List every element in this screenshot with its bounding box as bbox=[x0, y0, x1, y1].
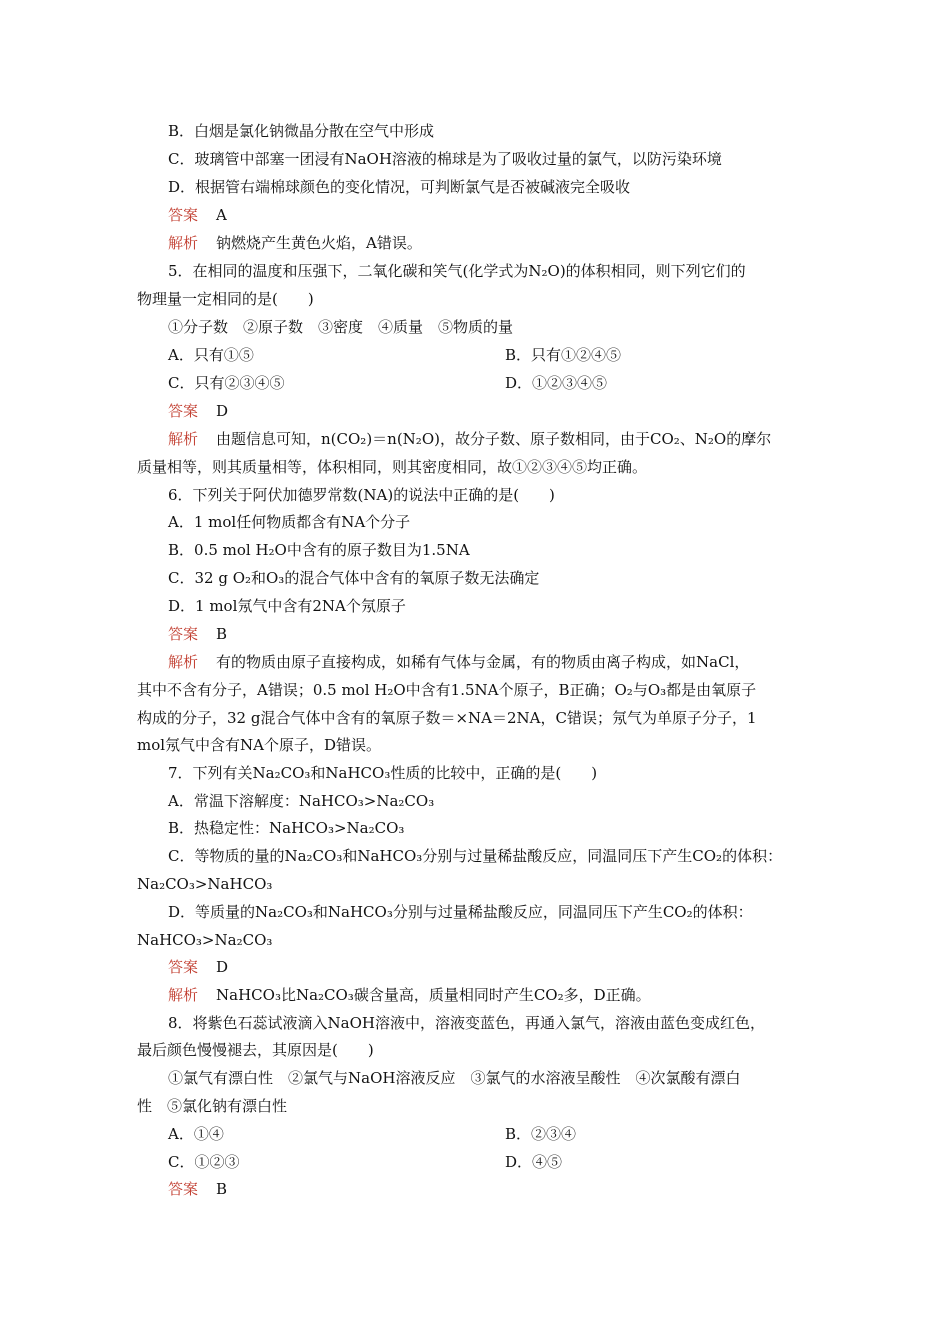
q6-answer-line bbox=[168, 624, 227, 644]
q8-answer: B bbox=[216, 1180, 228, 1198]
q6-option-d: D．1 mol氖气中含有2NA个氖原子 bbox=[168, 597, 406, 615]
q5-answer: D bbox=[216, 402, 229, 420]
q5-answer-line bbox=[168, 401, 228, 421]
q8-option-c: C．①②③ bbox=[168, 1153, 240, 1171]
analysis-label: 解析 bbox=[168, 430, 199, 448]
q6-answer: B bbox=[216, 625, 228, 643]
q6-option-b: B．0.5 mol H₂O中含有的原子数目为1.5NA bbox=[168, 541, 470, 559]
q7-answer-line bbox=[168, 957, 228, 977]
q7-option-d-line1: D．等质量的Na₂CO₃和NaHCO₃分别与过量稀盐酸反应，同温同压下产生CO₂的体积： bbox=[168, 903, 753, 921]
q8-option-d: D．④⑤ bbox=[505, 1153, 563, 1171]
q4-option-b: B．白烟是氯化钠微晶分散在空气中形成 bbox=[168, 122, 435, 140]
q5-option-c: C．只有②③④⑤ bbox=[168, 374, 285, 392]
q6-analysis-text1: 有的物质由原子直接构成，如稀有气体与金属，有的物质由离子构成，如NaCl， bbox=[216, 653, 750, 671]
answer-label: 答案 bbox=[168, 402, 199, 420]
q5-option-d: D．①②③④⑤ bbox=[505, 374, 608, 392]
q8-items-line2: 性 ⑤氯化钠有漂白性 bbox=[137, 1097, 288, 1115]
q5-stem-line1: 5．在相同的温度和压强下，二氧化碳和笑气(化学式为N₂O)的体积相同，则下列它们的 bbox=[168, 262, 746, 280]
q6-analysis-line1 bbox=[168, 652, 749, 672]
analysis-label: 解析 bbox=[168, 234, 199, 252]
q8-option-a: A．①④ bbox=[168, 1125, 224, 1143]
q6-analysis-line3: 构成的分子，32 g混合气体中含有的氧原子数＝×NA＝2NA，C错误；氖气为单原子分子，1 bbox=[137, 709, 757, 727]
q6-option-c: C．32 g O₂和O₃的混合气体中含有的氧原子数无法确定 bbox=[168, 569, 540, 587]
q4-answer-line bbox=[168, 205, 227, 225]
q7-stem: 7．下列有关Na₂CO₃和NaHCO₃性质的比较中，正确的是( ) bbox=[168, 764, 598, 782]
q6-option-a: A．1 mol任何物质都含有NA个分子 bbox=[168, 513, 411, 531]
q7-answer: D bbox=[216, 958, 229, 976]
q7-option-d-line2: NaHCO₃>Na₂CO₃ bbox=[137, 931, 273, 949]
q8-option-b: B．②③④ bbox=[505, 1125, 577, 1143]
q8-items-line1: ①氯气有漂白性 ②氯气与NaOH溶液反应 ③氯气的水溶液呈酸性 ④次氯酸有漂白 bbox=[168, 1069, 741, 1087]
q8-answer-line bbox=[168, 1179, 227, 1199]
q4-option-d: D．根据管右端棉球颜色的变化情况，可判断氯气是否被碱液完全吸收 bbox=[168, 178, 631, 196]
answer-label: 答案 bbox=[168, 625, 199, 643]
q7-option-c-line1: C．等物质的量的Na₂CO₃和NaHCO₃分别与过量稀盐酸反应，同温同压下产生CO₂的体积： bbox=[168, 847, 783, 865]
analysis-label: 解析 bbox=[168, 653, 199, 671]
q4-option-c: C．玻璃管中部塞一团浸有NaOH溶液的棉球是为了吸收过量的氯气，以防污染环境 bbox=[168, 150, 722, 168]
answer-label: 答案 bbox=[168, 958, 199, 976]
q7-option-a: A．常温下溶解度：NaHCO₃>Na₂CO₃ bbox=[168, 792, 435, 810]
q6-analysis-line4: mol氖气中含有NA个原子，D错误。 bbox=[137, 736, 382, 754]
q5-items: ①分子数 ②原子数 ③密度 ④质量 ⑤物质的量 bbox=[168, 318, 514, 336]
q7-analysis-line bbox=[168, 985, 651, 1005]
q5-option-b: B．只有①②④⑤ bbox=[505, 346, 622, 364]
answer-label: 答案 bbox=[168, 1180, 199, 1198]
q4-answer: A bbox=[216, 206, 227, 224]
q7-option-b: B．热稳定性：NaHCO₃>Na₂CO₃ bbox=[168, 819, 405, 837]
q5-analysis-text1: 由题信息可知，n(CO₂)＝n(N₂O)，故分子数、原子数相同，由于CO₂、N₂O的摩尔 bbox=[216, 430, 772, 448]
q5-analysis-line1 bbox=[168, 429, 771, 449]
q5-stem-line2: 物理量一定相同的是( ) bbox=[137, 290, 314, 308]
q8-stem-line2: 最后颜色慢慢褪去，其原因是( ) bbox=[137, 1041, 374, 1059]
q6-stem: 6．下列关于阿伏加德罗常数(NA)的说法中正确的是( ) bbox=[168, 486, 555, 504]
answer-label: 答案 bbox=[168, 206, 199, 224]
analysis-label: 解析 bbox=[168, 986, 199, 1004]
q6-analysis-line2: 其中不含有分子，A错误；0.5 mol H₂O中含有1.5NA个原子，B正确；O₂与O₃都是由氧原子 bbox=[137, 681, 757, 699]
q7-analysis: NaHCO₃比Na₂CO₃碳含量高，质量相同时产生CO₂多，D正确。 bbox=[216, 986, 651, 1004]
q4-analysis-line bbox=[168, 233, 422, 253]
q5-analysis-line2: 质量相等，则其质量相等，体积相同，则其密度相同，故①②③④⑤均正确。 bbox=[137, 458, 648, 476]
q5-option-a: A．只有①⑤ bbox=[168, 346, 254, 364]
q8-stem-line1: 8．将紫色石蕊试液滴入NaOH溶液中，溶液变蓝色，再通入氯气，溶液由蓝色变成红色， bbox=[168, 1014, 765, 1032]
q4-analysis: 钠燃烧产生黄色火焰，A错误。 bbox=[216, 234, 422, 252]
q7-option-c-line2: Na₂CO₃>NaHCO₃ bbox=[137, 875, 273, 893]
